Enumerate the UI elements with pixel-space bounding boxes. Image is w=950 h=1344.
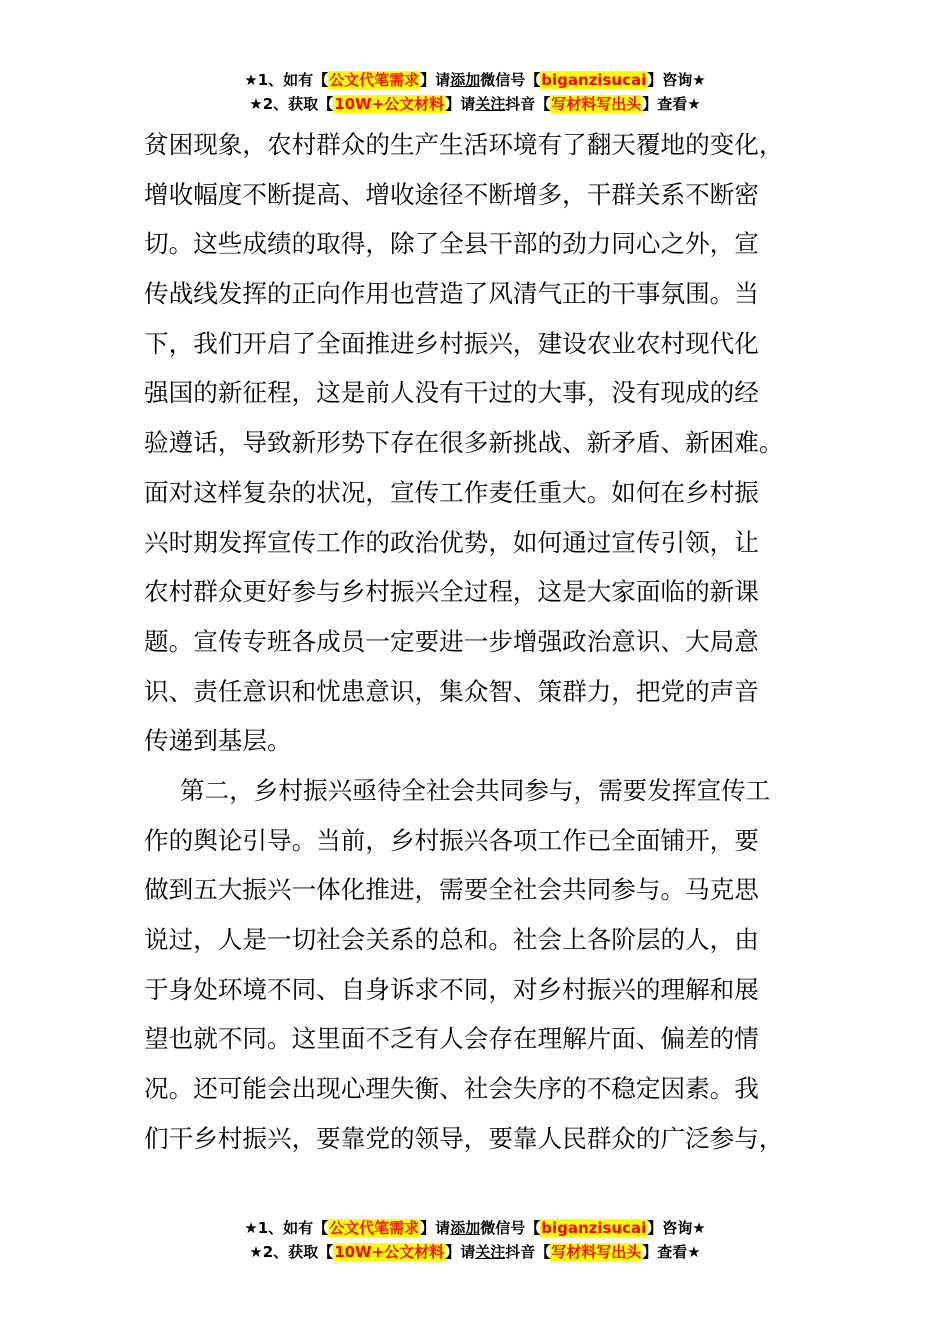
footer-line-2-middle-2: 抖音【 xyxy=(505,1243,551,1261)
body-line: 面对这样复杂的状况，宣传工作麦任重大。如何在乡村振 xyxy=(144,477,759,507)
header-line-1-highlight-service: 公文代笔需求 xyxy=(329,71,420,89)
body-line: 传递到基层。 xyxy=(144,726,292,756)
header-line-1-suffix: 】咨询★ xyxy=(647,71,706,89)
body-line: 下，我们开启了全面推进乡村振兴，建设农业农村现代化 xyxy=(144,328,759,358)
header-line-1-middle: 】请 xyxy=(420,71,451,89)
header-line-1-emphasis: 添加 xyxy=(450,71,481,89)
paragraph-start-line: 第二，乡村振兴亟待全社会共同参与，需要发挥宣传工 xyxy=(180,775,771,805)
footer-line-1-highlight-service: 公文代笔需求 xyxy=(329,1219,420,1237)
header-line-1 xyxy=(0,68,950,92)
footer-banner xyxy=(0,1216,950,1264)
header-line-2-emphasis: 关注 xyxy=(475,95,506,113)
body-line: 增收幅度不断提高、增收途径不断增多，干群关系不断密 xyxy=(144,179,759,209)
footer-line-2-prefix: ★2、获取【 xyxy=(249,1243,334,1261)
body-line: 做到五大振兴一体化推进，需要全社会共同参与。马克思 xyxy=(144,875,759,905)
body-line: 题。宣传专班各成员一定要进一步增强政治意识、大局意 xyxy=(144,626,759,656)
body-line: 兴时期发挥宣传工作的政治优势，如何通过宣传引领，让 xyxy=(144,527,759,557)
footer-line-1-suffix: 】咨询★ xyxy=(647,1219,706,1237)
header-line-2-middle: 】请 xyxy=(445,95,476,113)
footer-line-1-prefix: ★1、如有【 xyxy=(244,1219,329,1237)
body-line: 于身处环境不同、自身诉求不同，对乡村振兴的理解和展 xyxy=(144,974,759,1004)
footer-line-2-suffix: 】查看★ xyxy=(642,1243,701,1261)
header-line-2-suffix: 】查看★ xyxy=(642,95,701,113)
body-line: 传战线发挥的正向作用也营造了风清气正的干事氛围。当 xyxy=(144,279,759,309)
header-banner xyxy=(0,68,950,116)
document-body xyxy=(144,120,812,1163)
header-line-1-highlight-wechat-id: biganzisucai xyxy=(541,71,647,89)
header-line-2-highlight-account: 写材料写出头 xyxy=(551,95,642,113)
footer-line-2-highlight-materials: 10W+公文材料 xyxy=(334,1243,445,1261)
body-line: 切。这些成绩的取得，除了全县干部的劲力同心之外，宣 xyxy=(144,229,759,259)
header-line-2 xyxy=(0,92,950,116)
body-line: 况。还可能会出现心理失衡、社会失序的不稳定因素。我 xyxy=(144,1074,759,1104)
body-line: 识、责任意识和忧患意识，集众智、策群力，把党的声音 xyxy=(144,676,759,706)
body-line: 们干乡村振兴，要靠党的领导，要靠人民群众的广泛参与， xyxy=(144,1123,784,1153)
footer-line-2-highlight-account: 写材料写出头 xyxy=(551,1243,642,1261)
body-line: 验遵话，导致新形势下存在很多新挑战、新矛盾、新困难。 xyxy=(144,428,784,458)
footer-line-1 xyxy=(0,1216,950,1240)
body-line: 贫困现象，农村群众的生产生活环境有了翻天覆地的变化， xyxy=(144,130,784,159)
body-line: 说过，人是一切社会关系的总和。社会上各阶层的人，由 xyxy=(144,925,759,954)
body-line: 望也就不同。这里面不乏有人会存在理解片面、偏差的情 xyxy=(144,1024,759,1054)
footer-line-1-highlight-wechat-id: biganzisucai xyxy=(541,1219,647,1237)
footer-line-1-emphasis: 添加 xyxy=(450,1219,481,1237)
footer-line-1-middle-2: 微信号【 xyxy=(480,1219,541,1237)
footer-line-2-emphasis: 关注 xyxy=(475,1243,506,1261)
body-line: 作的舆论引导。当前，乡村振兴各项工作已全面铺开，要 xyxy=(144,825,759,855)
body-line: 农村群众更好参与乡村振兴全过程，这是大家面临的新课 xyxy=(144,577,759,607)
header-line-2-highlight-materials: 10W+公文材料 xyxy=(334,95,445,113)
header-line-1-prefix: ★1、如有【 xyxy=(244,71,329,89)
body-line: 强国的新征程，这是前人没有干过的大事，没有现成的经 xyxy=(144,378,759,408)
header-line-2-middle-2: 抖音【 xyxy=(505,95,551,113)
footer-line-1-middle: 】请 xyxy=(420,1219,451,1237)
header-line-2-prefix: ★2、获取【 xyxy=(249,95,334,113)
header-line-1-middle-2: 微信号【 xyxy=(480,71,541,89)
footer-line-2-middle: 】请 xyxy=(445,1243,476,1261)
footer-line-2 xyxy=(0,1240,950,1264)
